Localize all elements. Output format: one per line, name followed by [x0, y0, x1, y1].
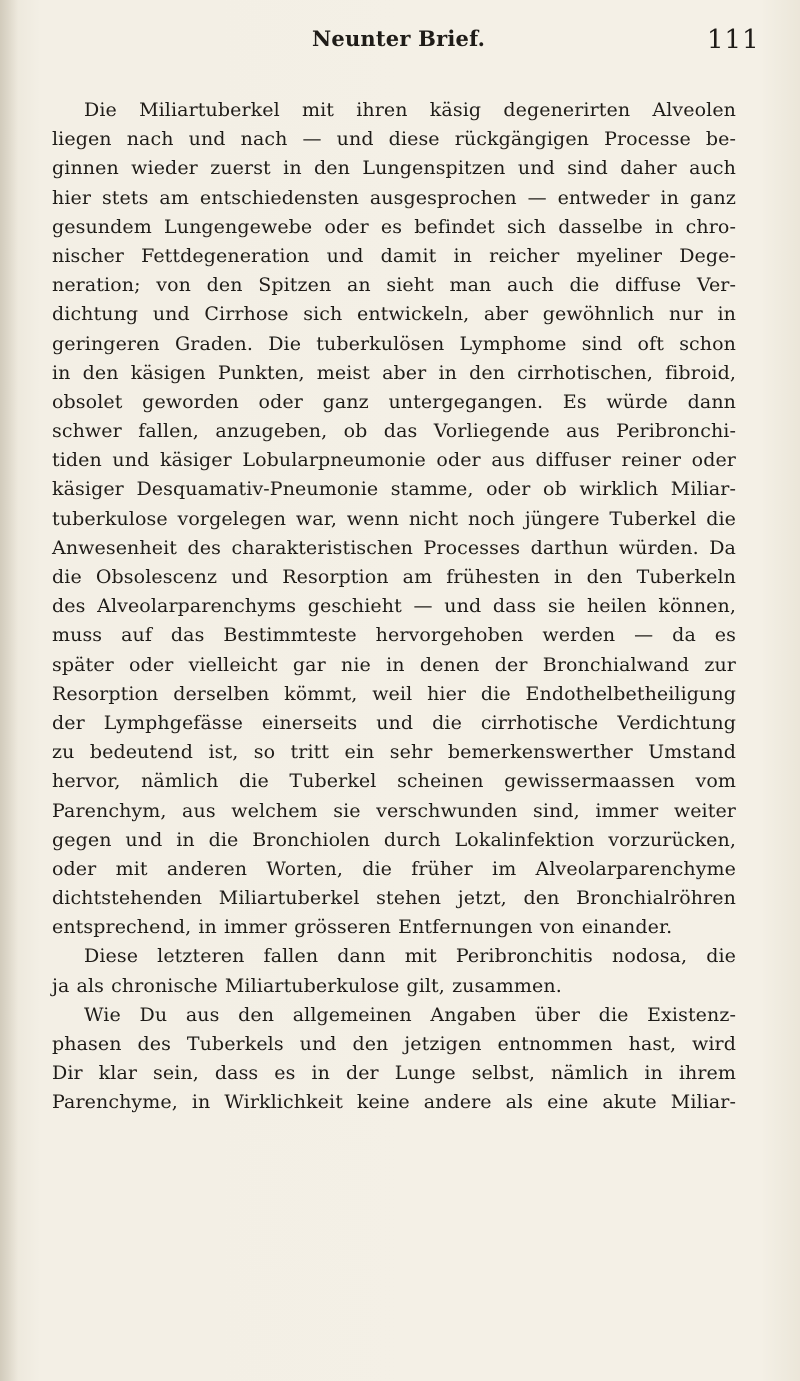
- text-line: entsprechend, in immer grösseren Entfernungen von einander.: [52, 916, 673, 939]
- page-header: [0, 26, 800, 66]
- text-line: Dir klar sein, dass es in der Lunge selbst, nämlich in ihrem: [52, 1062, 736, 1085]
- text-line: obsolet geworden oder ganz untergegangen. Es würde dann: [52, 390, 736, 413]
- text-line: Parenchym, aus welchem sie verschwunden sind, immer weiter: [52, 799, 736, 822]
- text-line: ginnen wieder zuerst in den Lungenspitzen und sind daher auch: [52, 157, 736, 180]
- text-line: ja als chronische Miliartuberkulose gilt, zusammen.: [52, 974, 562, 997]
- text-line: oder mit anderen Worten, die früher im Alveolarparenchyme: [52, 857, 736, 880]
- text-line: Diese letzteren fallen dann mit Peribronchitis nodosa, die: [84, 945, 736, 968]
- running-title: Neunter Brief.: [312, 26, 486, 51]
- text-line: zu bedeutend ist, so tritt ein sehr bemerkenswerther Umstand: [52, 741, 736, 764]
- text-line: später oder vielleicht gar nie in denen der Bronchialwand zur: [52, 653, 736, 676]
- text-line: gegen und in die Bronchiolen durch Lokalinfektion vorzurücken,: [52, 828, 736, 851]
- text-line: tuberkulose vorgelegen war, wenn nicht noch jüngere Tuberkel die: [52, 507, 736, 530]
- text-line: schwer fallen, anzugeben, ob das Vorliegende aus Peribronchi-: [52, 420, 736, 443]
- text-line: geringeren Graden. Die tuberkulösen Lymphome sind oft schon: [52, 332, 736, 355]
- text-line: liegen nach und nach — und diese rückgängigen Processe be-: [52, 128, 736, 151]
- page-gutter-shadow: [0, 0, 18, 1381]
- text-line: hier stets am entschiedensten ausgesprochen — entweder in ganz: [52, 186, 736, 209]
- page-number: 111: [707, 25, 760, 55]
- text-line: Die Miliartuberkel mit ihren käsig degenerirten Alveolen: [84, 99, 736, 121]
- text-line: Anwesenheit des charakteristischen Processes darthun würden. Da: [52, 536, 736, 559]
- text-line: gesundem Lungengewebe oder es befindet sich dasselbe in chro-: [52, 215, 736, 238]
- text-line: phasen des Tuberkels und den jetzigen entnommen hast, wird: [52, 1033, 736, 1055]
- text-line: Resorption derselben kömmt, weil hier die Endothelbetheiligung: [52, 682, 736, 705]
- text-line: dichtstehenden Miliartuberkel stehen jetzt, den Bronchialröhren: [52, 887, 736, 910]
- text-line: Parenchyme, in Wirklichkeit keine andere als eine akute Miliar-: [52, 1091, 736, 1114]
- text-line: des Alveolarparenchyms geschieht — und dass sie heilen können,: [52, 595, 736, 618]
- text-line: der Lymphgefässe einerseits und die cirrhotische Verdichtung: [52, 711, 736, 734]
- text-line: Wie Du aus den allgemeinen Angaben über die Existenz-: [84, 1003, 736, 1026]
- text-line: neration; von den Spitzen an sieht man auch die diffuse Ver-: [52, 274, 736, 297]
- text-line: hervor, nämlich die Tuberkel scheinen gewissermaassen vom: [52, 770, 736, 793]
- text-line: tiden und käsiger Lobularpneumonie oder aus diffuser reiner oder: [52, 449, 736, 472]
- text-line: die Obsolescenz und Resorption am frühesten in den Tuberkeln: [52, 566, 736, 588]
- body-text: [52, 96, 736, 1118]
- text-line: nischer Fettdegeneration und damit in reicher myeliner Dege-: [52, 244, 736, 267]
- text-line: muss auf das Bestimmteste hervorgehoben werden — da es: [52, 624, 736, 647]
- text-line: käsiger Desquamativ-Pneumonie stamme, oder ob wirklich Miliar-: [52, 478, 736, 501]
- text-line: in den käsigen Punkten, meist aber in den cirrhotischen, fibroid,: [52, 361, 736, 384]
- text-line: dichtung und Cirrhose sich entwickeln, aber gewöhnlich nur in: [52, 303, 736, 326]
